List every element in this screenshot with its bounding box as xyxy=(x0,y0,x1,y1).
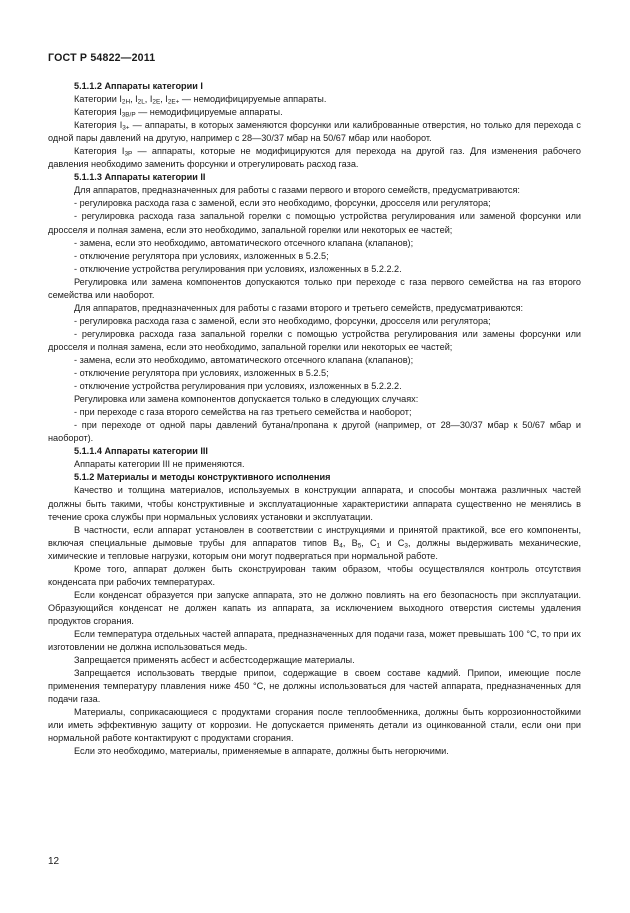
list-item: - отключение устройства регулирования при условиях, изложенных в 5.2.2.2. xyxy=(74,381,402,392)
paragraph: Категория $I_{3+}$ — аппараты, в которых заменяются форсунки или калиброванные отверстия, но только для перехода с одной пары давлений на другую, например с 28—30/37 мбар на 50/67 мбар или наоборот. xyxy=(48,120,581,144)
document-header: ГОСТ Р 54822—2011 xyxy=(48,52,156,64)
paragraph: Материалы, соприкасающиеся с продуктами сгорания после теплообменника, должны быть коррозионностойкими или иметь эффективную защиту от коррозии. Не допускается применять детали из оцинкованной стали, если они при нормальной работе контактируют с продуктами сгорания. xyxy=(48,707,581,744)
paragraph: Запрещается применять асбест и асбестсодержащие материалы. xyxy=(74,655,355,666)
paragraph: Если это необходимо, материалы, применяемые в аппарате, должны быть негорючими. xyxy=(74,746,449,757)
paragraph: Категории $I_{2H}$, $I_{2L}$, $I_{2E}$, $I_{2E+}$ — немодифицируемые аппараты. xyxy=(74,94,327,106)
list-item: - замена, если это необходимо, автоматического отсечного клапана (клапанов); xyxy=(74,354,414,365)
paragraph: Качество и толщина материалов, используемых в конструкции аппарата, и способы монтажа различных частей должны быть такими, чтобы конструктивные и эксплуатационные характеристики аппарата существенно не менялись в течение срока службы при нормальных условиях установки и эксплуатации. xyxy=(48,485,581,522)
paragraph: Регулировка или замена компонентов допускаются только при переходе с газа первого семейства на газ второго семейства или наоборот. xyxy=(48,276,581,300)
section-heading: 5.1.1.2 Аппараты категории I xyxy=(74,81,203,91)
paragraph: Если температура отдельных частей аппарата, предназначенных для подачи газа, может превышать 100 °C, то при их изготовлении не должна использоваться медь. xyxy=(48,628,581,653)
paragraph: В частности, если аппарат установлен в соответствии с инструкциями и принятой практикой, все его компоненты, включая специальные дымовые трубы для аппаратов типов $B_4$, $B_5$, $C_1$ и $C_3$, должны выдерживать механические, химические и тепловые нагрузки, которым они могут подвергаться при нормальной работе. xyxy=(48,524,581,561)
paragraph: Кроме того, аппарат должен быть сконструирован таким образом, чтобы осуществлялся контроль отсутствия конденсата при рабочих температурах. xyxy=(48,563,581,587)
paragraph: Категория $I_{3P}$ — аппараты, которые не модифицируются для перехода на другой газ. Для изменения рабочего давления необходимо заменить форсунки и отрегулировать расход газа. xyxy=(48,146,582,170)
section-heading: 5.1.2 Материалы и методы конструктивного исполнения xyxy=(74,472,331,483)
list-item: - замена, если это необходимо, автоматического отсечного клапана (клапанов); xyxy=(74,237,414,248)
section-heading: 5.1.1.3 Аппараты категории II xyxy=(74,172,206,183)
list-item: - регулировка расхода газа запальной горелки с помощью устройства регулирования или замены форсунки или дросселя и полная замена, если это необходимо, запальной горелки или некоторых ее частей; xyxy=(48,328,581,352)
list-item: - отключение устройства регулирования при условиях, изложенных в 5.2.2.2. xyxy=(74,263,402,274)
document-body xyxy=(48,80,581,758)
page-number: 12 xyxy=(48,856,60,867)
section-heading: 5.1.1.4 Аппараты категории III xyxy=(74,446,208,457)
list-item: - при переходе от одной пары давлений бутана/пропана к другой (например, от 28—30/37 мбар к 50/67 мбар и наоборот). xyxy=(48,420,581,444)
paragraph: Для аппаратов, предназначенных для работы с газами первого и второго семейств, предусматриваются: xyxy=(74,185,520,196)
paragraph: Категория $I_{3B/P}$ — немодифицируемые аппараты. xyxy=(74,107,283,119)
paragraph: Если конденсат образуется при запуске аппарата, это не должно повлиять на его безопасность при эксплуатации. Образующийся конденсат не должен капать из аппарата, за исключением выходного отверстия системы удаления продуктов сгорания. xyxy=(48,589,581,626)
paragraph: Для аппаратов, предназначенных для работы с газами второго и третьего семейств, предусматриваются: xyxy=(74,302,524,313)
paragraph: Запрещается использовать твердые припои, содержащие в своем составе кадмий. Припои, имеющие после применения температуру плавления ниже 450 °C, не должны использоваться для частей аппарата, предназначенных для подачи газа. xyxy=(48,668,581,705)
paragraph: Аппараты категории III не применяются. xyxy=(74,459,245,470)
list-item: - регулировка расхода газа запальной горелки с помощью устройства регулирования или заменой форсунки или дросселя и полная замена, если это необходимо, запальной горелки или некоторых ее частей; xyxy=(48,211,581,235)
list-item: - регулировка расхода газа с заменой, если это необходимо, форсунки, дросселя или регулятора; xyxy=(74,315,491,326)
list-item: - при переходе с газа второго семейства на газ третьего семейства и наоборот; xyxy=(74,407,412,418)
list-item: - отключение регулятора при условиях, изложенных в 5.2.5; xyxy=(74,368,329,379)
list-item: - регулировка расхода газа с заменой, если это необходимо, форсунки, дросселя или регулятора; xyxy=(74,198,491,209)
paragraph: Регулировка или замена компонентов допускается только в следующих случаях: xyxy=(74,394,419,405)
list-item: - отключение регулятора при условиях, изложенных в 5.2.5; xyxy=(74,250,329,261)
